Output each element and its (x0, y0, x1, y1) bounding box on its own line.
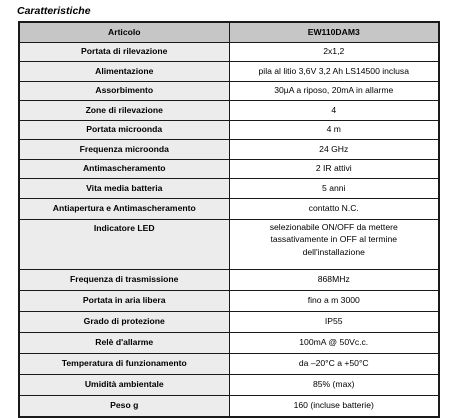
table-row (19, 374, 439, 395)
header-label-cell: Articolo (19, 22, 229, 42)
table-row (19, 269, 439, 290)
row-label: Umidità ambientale (19, 374, 229, 395)
row-value: 24 GHz (229, 140, 439, 160)
table-row (19, 219, 439, 269)
row-value: fino a m 3000 (229, 290, 439, 311)
row-value: da –20°C a +50°C (229, 353, 439, 374)
row-label: Antimascheramento (19, 159, 229, 179)
row-label: Zone di rilevazione (19, 101, 229, 121)
value-line: dell'installazione (302, 246, 365, 257)
specifications-table (18, 21, 440, 418)
row-label: Frequenza microonda (19, 140, 229, 160)
row-label: Relè d'allarme (19, 332, 229, 353)
row-label: Alimentazione (19, 62, 229, 82)
table-row (19, 311, 439, 332)
row-value-multiline (229, 219, 439, 269)
row-label: Portata microonda (19, 120, 229, 140)
row-value: 4 (229, 101, 439, 121)
row-value: 2 IR attivi (229, 159, 439, 179)
table-row (19, 290, 439, 311)
table-row (19, 198, 439, 219)
table-row (19, 395, 439, 417)
table-row (19, 353, 439, 374)
row-label: Portata di rilevazione (19, 42, 229, 62)
row-value: IP55 (229, 311, 439, 332)
row-value: 868MHz (229, 269, 439, 290)
section-caption: Caratteristiche (17, 5, 91, 17)
row-value: 2x1,2 (229, 42, 439, 62)
row-value: 85% (max) (229, 374, 439, 395)
row-value: pila al litio 3,6V 3,2 Ah LS14500 inclusa (229, 62, 439, 82)
row-value: 160 (incluse batterie) (229, 395, 439, 417)
table-row (19, 101, 439, 121)
row-label: Peso g (19, 395, 229, 417)
row-label: Assorbimento (19, 81, 229, 101)
row-label: Portata in aria libera (19, 290, 229, 311)
row-label: Grado di protezione (19, 311, 229, 332)
row-value: 5 anni (229, 179, 439, 199)
row-label: Indicatore LED (19, 219, 229, 269)
table-row (19, 159, 439, 179)
row-value: 30µA a riposo, 20mA in allarme (229, 81, 439, 101)
row-value: contatto N.C. (229, 198, 439, 219)
table-header-row (19, 22, 439, 42)
table-row (19, 120, 439, 140)
table-row (19, 179, 439, 199)
row-label: Vita media batteria (19, 179, 229, 199)
row-label: Antiapertura e Antimascheramento (19, 198, 229, 219)
row-label: Frequenza di trasmissione (19, 269, 229, 290)
value-line: selezionabile ON/OFF da mettere (269, 221, 398, 232)
row-value: 4 m (229, 120, 439, 140)
row-value: 100mA @ 50Vc.c. (229, 332, 439, 353)
header-value-cell: EW110DAM3 (229, 22, 439, 42)
row-label: Temperatura di funzionamento (19, 353, 229, 374)
value-line: tassativamente in OFF al termine (270, 234, 398, 244)
table-row (19, 81, 439, 101)
table-row (19, 140, 439, 160)
table-row (19, 332, 439, 353)
table-row (19, 42, 439, 62)
table-row (19, 62, 439, 82)
